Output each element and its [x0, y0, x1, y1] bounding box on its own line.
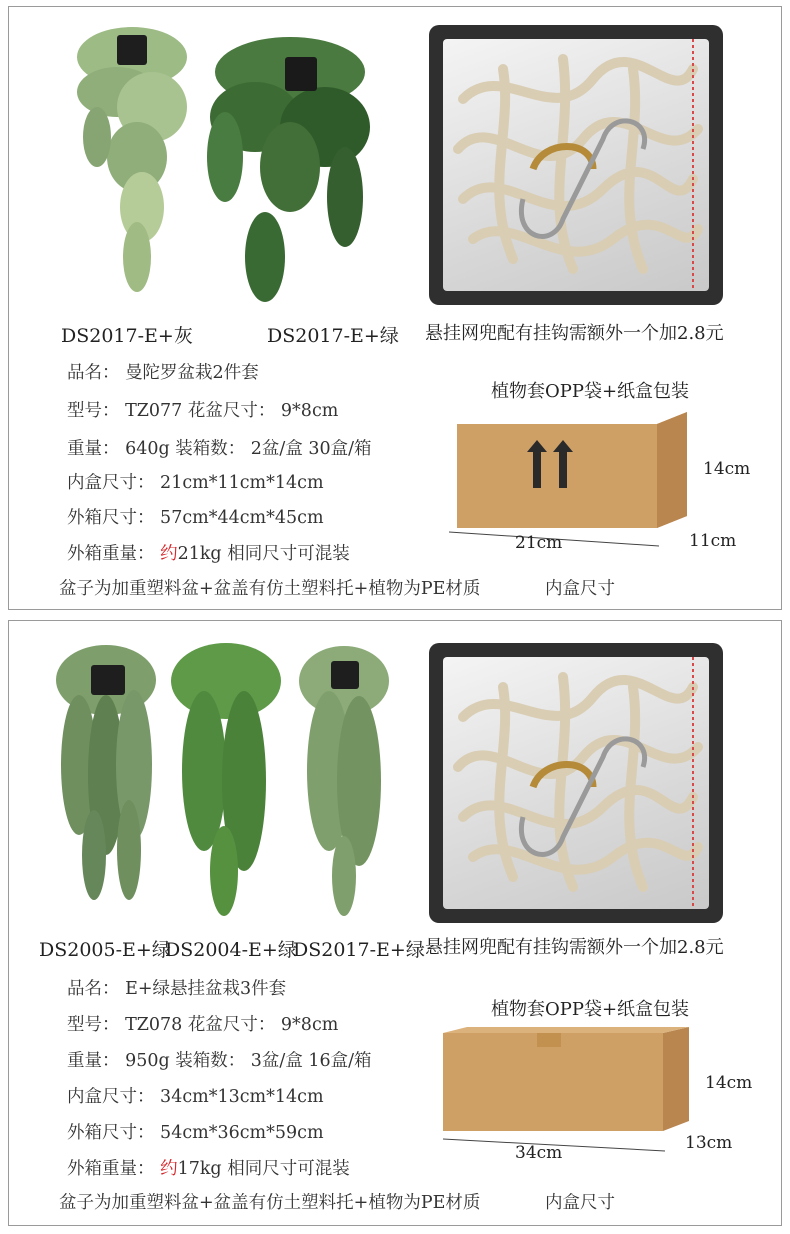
plant-image-ds2017-green-2 [289, 631, 399, 931]
plant-image-ds2005-green [49, 635, 164, 925]
spec-outer-weight [67, 1155, 350, 1180]
product-panel-tz078 [8, 620, 782, 1226]
hanging-net-photo [429, 25, 723, 305]
inner-box-label: 内盒尺寸 [545, 1193, 615, 1213]
dim-width: 11cm [689, 531, 737, 551]
rope-net-icon [443, 657, 709, 909]
spec-inner-box: 内盒尺寸： 34cm*13cm*14cm [67, 1087, 324, 1107]
spec-weight: 重量： 640g 装箱数： 2盆/盒 30盒/箱 [67, 439, 372, 459]
pot-icon [91, 665, 125, 695]
spec-model: 型号： TZ078 花盆尺寸： 9*8cm [67, 1015, 339, 1035]
dim-width: 13cm [685, 1133, 733, 1153]
spec-outer-box: 外箱尺寸： 54cm*36cm*59cm [67, 1123, 324, 1143]
plant-image-ds2017-green [185, 17, 395, 317]
spec-outer-box: 外箱尺寸： 57cm*44cm*45cm [67, 508, 324, 528]
package-note: 植物套OPP袋+纸盒包装 [491, 381, 690, 402]
spec-outer-weight-approx: 约 [160, 544, 178, 564]
product-panel-tz077 [8, 6, 782, 610]
spec-outer-weight-value: 21kg 相同尺寸可混装 [177, 544, 350, 564]
dim-height: 14cm [705, 1073, 753, 1093]
dim-length: 21cm [515, 533, 563, 553]
carton-box-icon [437, 1027, 699, 1157]
hanging-net-photo [429, 643, 723, 923]
spec-outer-weight-value: 17kg 相同尺寸可混装 [177, 1159, 350, 1179]
pot-icon [331, 661, 359, 689]
dim-length: 34cm [515, 1143, 563, 1163]
hanger-note: 悬挂网兜配有挂钩需额外一个加2.8元 [425, 323, 724, 344]
pot-icon [117, 35, 147, 65]
spec-weight: 重量： 950g 装箱数： 3盆/盒 16盒/箱 [67, 1051, 372, 1071]
hanger-note: 悬挂网兜配有挂钩需额外一个加2.8元 [425, 937, 724, 958]
spec-name: 品名： E+绿悬挂盆栽3件套 [67, 979, 287, 999]
spec-material: 盆子为加重塑料盆+盆盖有仿土塑料托+植物为PE材质 [59, 579, 481, 599]
spec-outer-weight-approx: 约 [160, 1159, 178, 1179]
carton-box-icon [449, 412, 699, 552]
spec-outer-weight [67, 540, 350, 565]
pot-icon [285, 57, 317, 91]
spec-inner-box: 内盒尺寸： 21cm*11cm*14cm [67, 473, 324, 493]
spec-name: 品名： 曼陀罗盆栽2件套 [67, 363, 259, 383]
spec-outer-weight-label: 外箱重量： [67, 544, 161, 564]
caption-ds2005-green: DS2005-E+绿 [39, 939, 171, 961]
caption-ds2004-green: DS2004-E+绿 [165, 939, 297, 961]
spec-material: 盆子为加重塑料盆+盆盖有仿土塑料托+植物为PE材质 [59, 1193, 481, 1213]
caption-ds2017-green: DS2017-E+绿 [293, 939, 425, 961]
plant-image-ds2004-green [164, 631, 289, 931]
spec-outer-weight-label: 外箱重量： [67, 1159, 161, 1179]
inner-box-label: 内盒尺寸 [545, 579, 615, 599]
spec-model: 型号： TZ077 花盆尺寸： 9*8cm [67, 401, 339, 421]
caption-ds2017-grey: DS2017-E+灰 [61, 325, 193, 347]
rope-net-icon [443, 39, 709, 291]
caption-ds2017-green: DS2017-E+绿 [267, 325, 399, 347]
dim-height: 14cm [703, 459, 751, 479]
package-note: 植物套OPP袋+纸盒包装 [491, 999, 690, 1020]
